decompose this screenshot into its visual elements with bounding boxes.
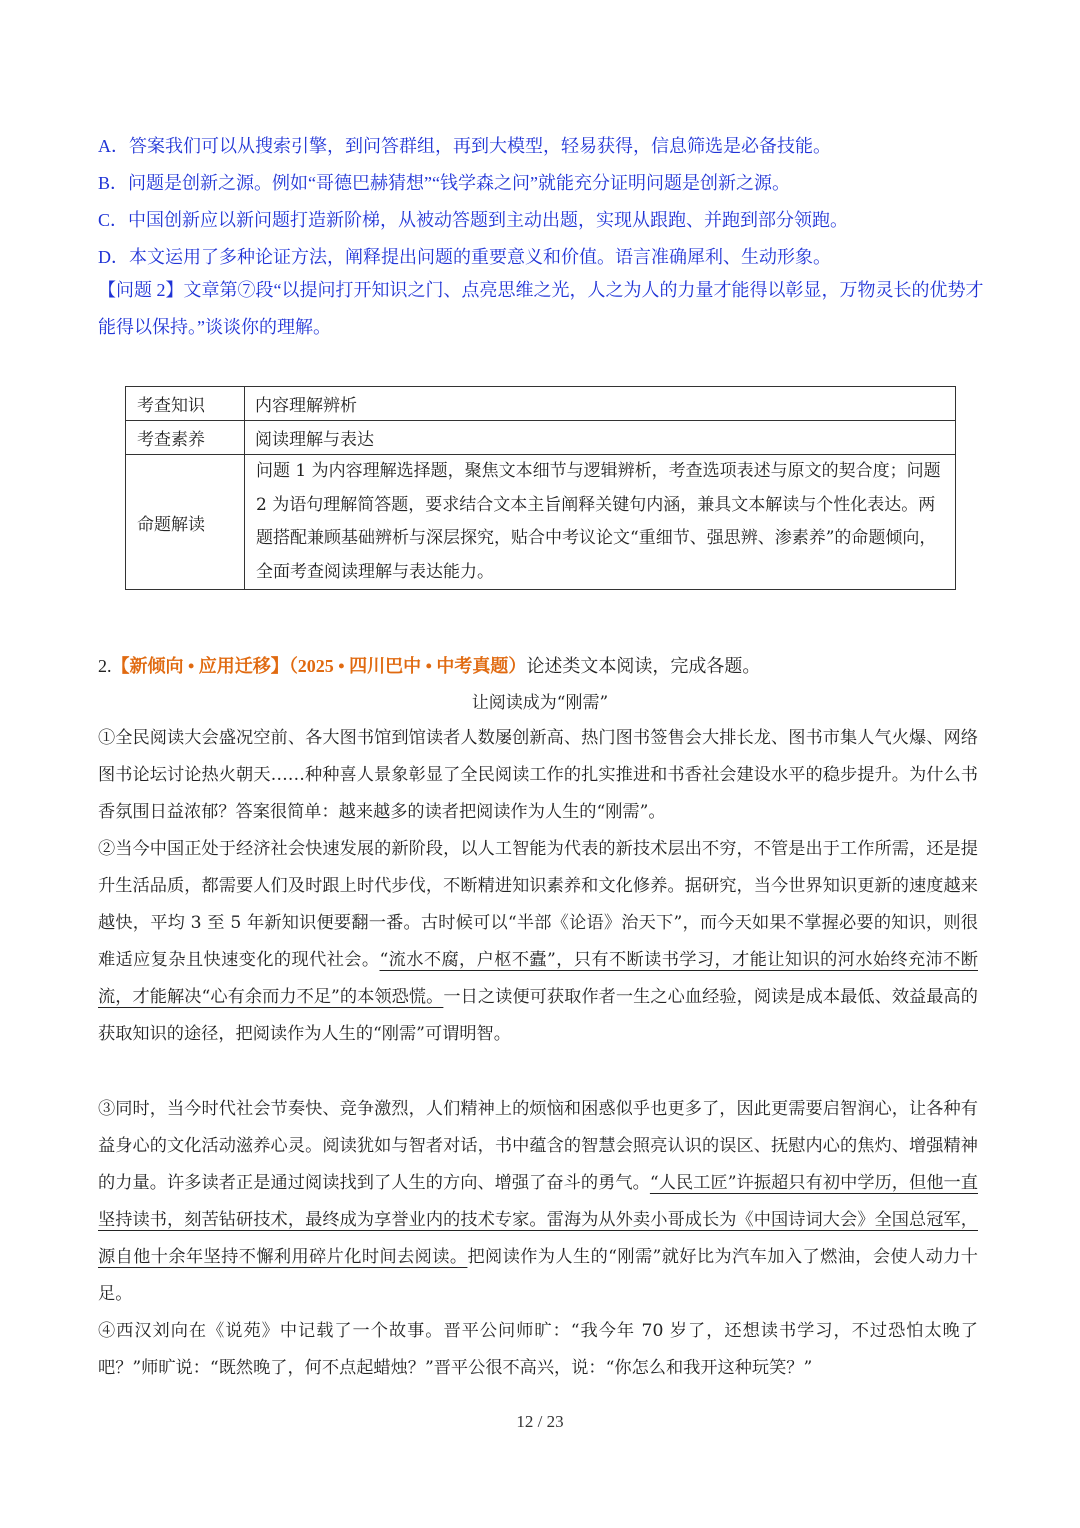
option-b: B．问题是创新之源。例如“哥德巴赫猜想”“钱学森之问”就能充分证明问题是创新之源。	[98, 173, 790, 193]
section-tag: 【新倾向 • 应用迁移】	[111, 656, 289, 676]
table-row	[126, 421, 956, 455]
article-title: 让阅读成为“刚需”	[471, 693, 609, 713]
underlined-sentence: “人民工匠”许振超只有初中学历，但他一直坚持读书，刻苦钻研技术，最终成为享誉业内的技术专家。雷海为从外卖小哥成长为《中国诗词大会》全国总冠军，源自他十余年坚持不懈利用碎片化时间去阅读。	[98, 1173, 978, 1267]
option-d: D．本文运用了多种论证方法，阐释提出问题的重要意义和价值。语言准确犀利、生动形象。	[98, 247, 831, 267]
section-number: 2.	[98, 656, 112, 676]
paragraph-2-text: 一日之读便可获取作者一生之心血经验，阅读是成本最低、效益最高的获取知识的途径，把阅读作为人生的“刚需”可谓明智。	[98, 987, 978, 1044]
table-row	[126, 387, 956, 421]
question-2-tag: 【问题 2】	[98, 280, 184, 300]
info-table	[125, 386, 956, 590]
paragraph-3	[98, 1091, 978, 1313]
table-key: 考查素养	[126, 421, 245, 455]
option-a: A．答案我们可以从搜索引擎，到问答群组，再到大模型，轻易获得，信息筛选是必备技能。	[98, 136, 831, 156]
section-instruction: 论述类文本阅读，完成各题。	[526, 656, 761, 676]
underlined-sentence: “流水不腐，户枢不蠹”，只有不断读书学习，才能让知识的河水始终充沛不断流，才能解决“心有余而力不足”的本领恐慌。	[98, 950, 978, 1007]
paragraph-4: ④西汉刘向在《说苑》中记载了一个故事。晋平公问师旷：“我今年 70 岁了，还想读书学习，不过恐怕太晚了吧？”师旷说：“既然晚了，何不点起蜡烛？”晋平公很不高兴，说：“你怎么和我开这种玩笑？”	[98, 1321, 978, 1378]
paragraph-2	[98, 831, 978, 1053]
question-2-text: 文章第⑦段“以提问打开知识之门、点亮思维之光，人之为人的力量才能得以彰显，万物灵长的优势才能得以保持。”谈谈你的理解。	[98, 280, 984, 337]
table-value: 内容理解辨析	[245, 387, 956, 421]
table-key: 考查知识	[126, 387, 245, 421]
paragraph-1: ①全民阅读大会盛况空前、各大图书馆到馆读者人数屡创新高、热门图书签售会大排长龙、图书市集人气火爆、网络图书论坛讨论热火朝天……种种喜人景象彰显了全民阅读工作的扎实推进和书香社会建设水平的稳步提升。为什么书香氛围日益浓郁？答案很简单：越来越多的读者把阅读作为人生的“刚需”。	[98, 728, 978, 822]
table-value: 阅读理解与表达	[245, 421, 956, 455]
option-c: C．中国创新应以新问题打造新阶梯，从被动答题到主动出题，实现从跟跑、并跑到部分领跑。	[98, 210, 849, 230]
table-row	[126, 455, 956, 590]
section-source: （2025 • 四川巴中 • 中考真题）	[288, 656, 527, 676]
page-number: 12 / 23	[516, 1412, 564, 1431]
paragraph-3-text: 把阅读作为人生的“刚需”就好比为汽车加入了燃油，会使人动力十足。	[98, 1247, 978, 1304]
table-value: 问题 1 为内容理解选择题，聚焦文本细节与逻辑辨析，考查选项表述与原文的契合度；问题 2 为语句理解简答题，要求结合文本主旨阐释关键句内涵，兼具文本解读与个性化表达。两题搭配兼顾基础辨析与深层探究，贴合中考议论文“重细节、强思辨、渗素养”的命题倾向，全面考查阅读理解与表达能力。	[245, 455, 956, 590]
question-2	[98, 272, 988, 346]
paragraph-2-text: ②当今中国正处于经济社会快速发展的新阶段，以人工智能为代表的新技术层出不穷，不管是出于工作所需，还是提升生活品质，都需要人们及时跟上时代步伐，不断精进知识素养和文化修养。据研究，当今世界知识更新的速度越来越快，平均 3 至 5 年新知识便要翻一番。古时候可以“半部《论语》治天下”，而今天如果不掌握必要的知识，则很难适应复杂且快速变化的现代社会。	[98, 839, 978, 970]
table-key: 命题解读	[126, 455, 245, 590]
section-2-heading	[98, 652, 760, 678]
paragraph-3-text: ③同时，当今时代社会节奏快、竞争激烈，人们精神上的烦恼和困惑似乎也更多了，因此更需要启智润心，让各种有益身心的文化活动滋养心灵。阅读犹如与智者对话，书中蕴含的智慧会照亮认识的误区、抚慰内心的焦灼、增强精神的力量。许多读者正是通过阅读找到了人生的方向、增强了奋斗的勇气。	[98, 1099, 978, 1193]
